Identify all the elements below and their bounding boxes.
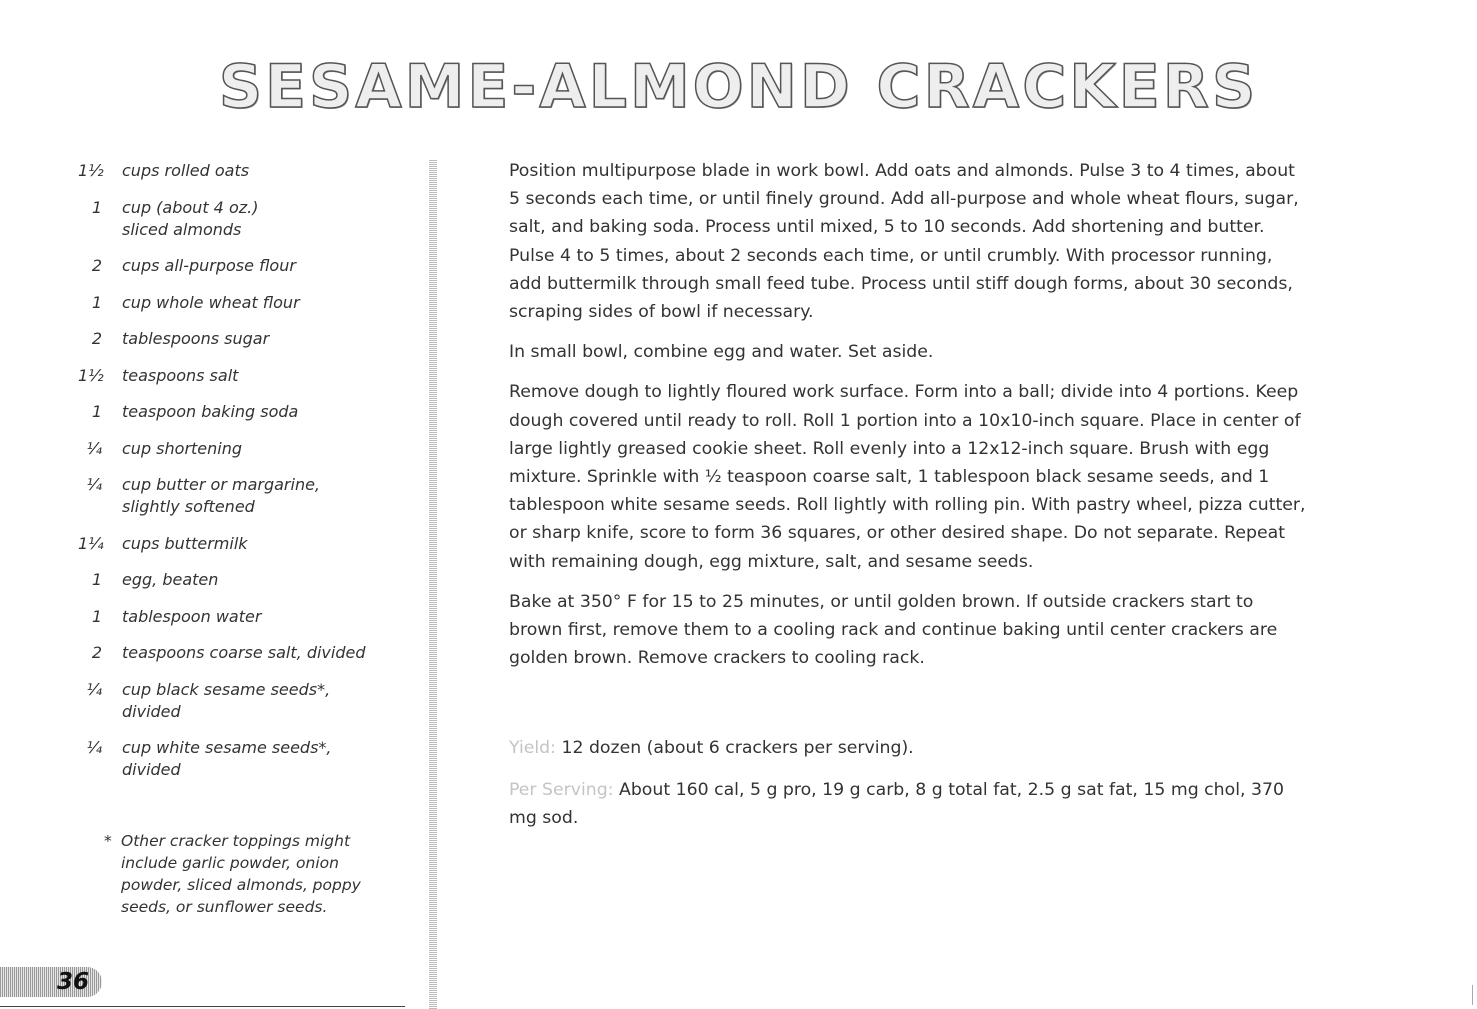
ingredient-qty: 1½ xyxy=(78,161,104,180)
direction-step: Position multipurpose blade in work bowl. Add oats and almonds. Pulse 3 to 4 times, about 5 seconds each time, or until finely ground. Add all-purpose and whole wheat flours, sugar, salt, and baking soda. Process until mixed, 5 to 10 seconds. Add shortening and butter. Pulse 4 to 5 times, about 2 seconds each time, or until crumbly. With processor running, add buttermilk through small feed tube. Process until stiff dough forms, about 30 seconds, scraping sides of bowl if necessary. xyxy=(509,161,1299,323)
ingredient-item xyxy=(78,642,408,664)
ingredient-qty: 1¼ xyxy=(78,533,104,553)
ingredient-qty: ¼ xyxy=(86,438,102,458)
ingredient-text: cup white sesame seeds*, divided xyxy=(122,738,332,779)
ingredient-text: cup butter or margarine, slightly softened xyxy=(122,475,321,516)
ingredient-qty: 2 xyxy=(91,329,102,348)
ingredient-item xyxy=(78,255,408,277)
ingredient-qty: 1 xyxy=(91,402,102,421)
footnote-text: Other cracker toppings might include garlic powder, onion powder, sliced almonds, poppy seeds, or sunflower seeds. xyxy=(121,832,361,916)
ingredient-item xyxy=(78,438,408,460)
ingredient-qty: ¼ xyxy=(86,475,102,494)
ingredient-qty: 2 xyxy=(91,643,102,662)
directions xyxy=(509,157,1309,684)
yield-value: 12 dozen (about 6 crackers per serving). xyxy=(561,738,914,758)
ingredient-item xyxy=(78,737,408,781)
ingredient-qty: 2 xyxy=(91,256,102,275)
ingredient-item xyxy=(78,679,408,723)
ingredient-item xyxy=(78,606,408,628)
ingredient-item xyxy=(78,533,408,555)
footnote-marker: * xyxy=(104,832,112,850)
direction-step: Bake at 350° F for 15 to 25 minutes, or until golden brown. If outside crackers start to brown first, remove them to a cooling rack and continue baking until center crackers are golden brown. Remove crackers to cooling rack. xyxy=(509,591,1278,669)
ingredient-text: teaspoon baking soda xyxy=(122,402,299,421)
ingredient-item xyxy=(78,569,408,591)
per-serving-label: Per Serving: xyxy=(509,780,614,801)
page-number: 36 xyxy=(57,969,90,995)
per-serving-value: About 160 cal, 5 g pro, 19 g carb, 8 g total fat, 2.5 g sat fat, 15 mg chol, 370 mg sod. xyxy=(509,780,1284,829)
ingredient-text: cups buttermilk xyxy=(122,533,248,553)
direction-step: In small bowl, combine egg and water. Set aside. xyxy=(509,342,934,363)
ingredient-qty: ¼ xyxy=(86,738,102,757)
ingredient-text: egg, beaten xyxy=(122,570,219,589)
ingredient-text: tablespoon water xyxy=(122,606,262,626)
ingredient-text: cups rolled oats xyxy=(122,161,250,180)
edge-mark xyxy=(1472,985,1473,1005)
footnote xyxy=(104,830,374,918)
ingredient-qty: 1 xyxy=(91,606,102,626)
ingredient-text: teaspoons coarse salt, divided xyxy=(122,643,366,662)
ingredient-text: tablespoons sugar xyxy=(122,329,270,348)
ingredient-qty: 1 xyxy=(91,197,102,217)
per-serving-line xyxy=(509,776,1309,832)
ingredient-list xyxy=(78,160,408,796)
ingredient-qty: 1 xyxy=(91,570,102,589)
bottom-rule xyxy=(0,1006,405,1007)
ingredient-text: cups all-purpose flour xyxy=(122,256,296,275)
ingredient-qty: 1½ xyxy=(78,365,104,385)
nutrition-info xyxy=(509,734,1309,847)
ingredient-item xyxy=(78,197,408,241)
yield-label: Yield: xyxy=(509,738,556,758)
ingredient-text: cup (about 4 oz.) sliced almonds xyxy=(122,197,259,239)
ingredient-item xyxy=(78,474,408,518)
ingredient-qty: ¼ xyxy=(86,679,102,699)
ingredient-qty: 1 xyxy=(91,292,102,312)
ingredient-text: teaspoons salt xyxy=(122,365,239,385)
ingredient-item xyxy=(78,401,408,423)
yield-line xyxy=(509,734,1309,762)
ingredient-item xyxy=(78,365,408,387)
column-divider xyxy=(429,160,437,1009)
ingredient-text: cup whole wheat flour xyxy=(122,292,300,312)
ingredient-item xyxy=(78,328,408,350)
ingredient-item xyxy=(78,292,408,314)
ingredient-text: cup shortening xyxy=(122,438,243,458)
recipe-title: SESAME-ALMOND CRACKERS xyxy=(218,52,1259,122)
ingredient-item xyxy=(78,160,408,182)
ingredient-text: cup black sesame seeds*, divided xyxy=(122,679,331,721)
direction-step: Remove dough to lightly floured work surface. Form into a ball; divide into 4 portions. Keep dough covered until ready to roll. Roll 1 portion into a 10x10-inch square. Place in center of large lightly greased cookie sheet. Roll evenly into a 12x12-inch square. Brush with egg mixture. Sprinkle with ½ teaspoon coarse salt, 1 tablespoon black sesame seeds, and 1 tablespoon white sesame seeds. Roll lightly with rolling pin. With pastry wheel, pizza cutter, or sharp knife, score to form 36 squares, or other desired shape. Do not separate. Repeat with remaining dough, egg mixture, salt, and sesame seeds. xyxy=(509,382,1306,572)
